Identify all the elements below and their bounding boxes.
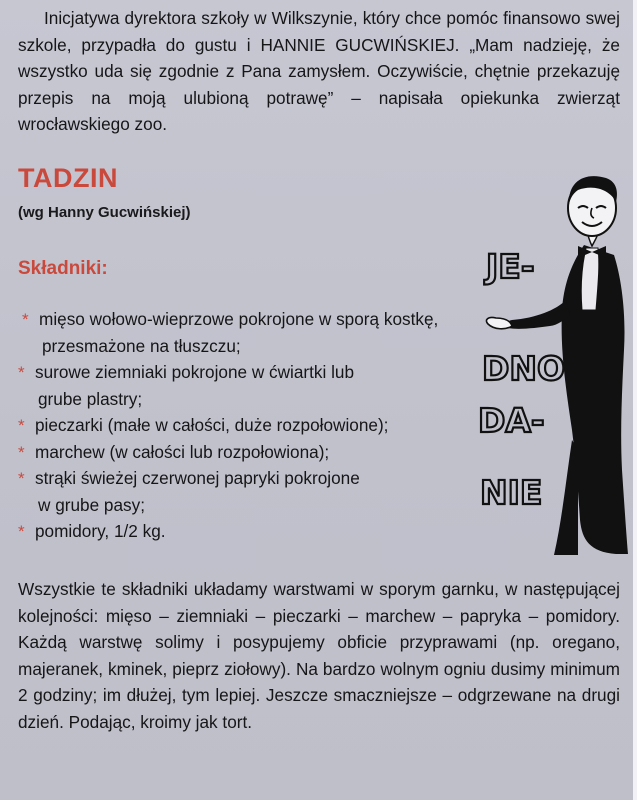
svg-text:DNO: DNO bbox=[482, 349, 566, 388]
bullet-star-icon: * bbox=[18, 469, 25, 488]
list-item bbox=[18, 359, 478, 412]
method-paragraph: Wszystkie te składniki układamy warstwami w sporym garnku, w następującej kolejności: mięso – ziemniaki – pieczarki – marchew – papryka – pomidory. Każdą warstwę solimy i posypujemy obficie przyprawami (np. oregano, majeranek, kminek, pieprz ziołowy). Na bardzo wolnym ogniu dusimy minimum 2 godziny; im dłużej, tym lepiej. Jeszcze smaczniejsze – odgrzewane na drugi dzień. Podając, kroimy jak tort. bbox=[18, 579, 620, 732]
ingredient-line: marchew (w całości lub rozpołowiona); bbox=[35, 441, 330, 462]
page-edge bbox=[633, 0, 637, 800]
intro-paragraph: Inicjatywa dyrektora szkoły w Wilkszynie, który chce pomóc finansowo swej szkole, przypadła do gustu i HANNIE GUCWIŃSKIEJ. „Mam nadzieję, że wszystko uda się zgodnie z Pana zamysłem. Oczywiście, chętnie przekazuję przepis na moją ulubioną potrawę” – napisała opiekunka zwierząt wrocławskiego zoo. bbox=[18, 8, 620, 134]
ingredient-line: w grube pasy; bbox=[38, 494, 146, 515]
list-item bbox=[18, 306, 478, 359]
ingredient-line: przesmażone na tłuszczu; bbox=[42, 335, 241, 356]
ingredient-line: grube plastry; bbox=[38, 388, 143, 409]
bullet-star-icon: * bbox=[18, 442, 25, 462]
list-item bbox=[18, 465, 478, 518]
svg-text:DA-: DA- bbox=[478, 401, 545, 440]
svg-text:NIE: NIE bbox=[480, 473, 543, 512]
ingredient-line: pomidory, 1/2 kg. bbox=[35, 521, 166, 541]
bullet-star-icon: * bbox=[18, 522, 25, 541]
recipe-title: TADZIN bbox=[18, 163, 118, 193]
ingredients-heading: Składniki: bbox=[18, 258, 108, 279]
list-item bbox=[18, 518, 478, 545]
svg-text:JE-: JE- bbox=[486, 247, 535, 286]
ingredient-line: strąki świeżej czerwonej papryki pokrojone bbox=[35, 468, 360, 488]
ingredients-list bbox=[18, 306, 478, 545]
list-item bbox=[18, 412, 478, 439]
waiter-logo-icon bbox=[466, 150, 636, 560]
recipe-subtitle: (wg Hanny Gucwińskiej) bbox=[18, 204, 191, 221]
ingredient-line: surowe ziemniaki pokrojone w ćwiartki lub bbox=[35, 362, 355, 382]
bullet-star-icon: * bbox=[18, 416, 25, 435]
list-item bbox=[18, 439, 478, 466]
bullet-star-icon: * bbox=[22, 310, 29, 329]
ingredient-line: pieczarki (małe w całości, duże rozpołowione); bbox=[35, 415, 389, 435]
ingredient-line: mięso wołowo-wieprzowe pokrojone w sporą kostkę, bbox=[39, 309, 439, 329]
bullet-star-icon: * bbox=[18, 363, 25, 382]
